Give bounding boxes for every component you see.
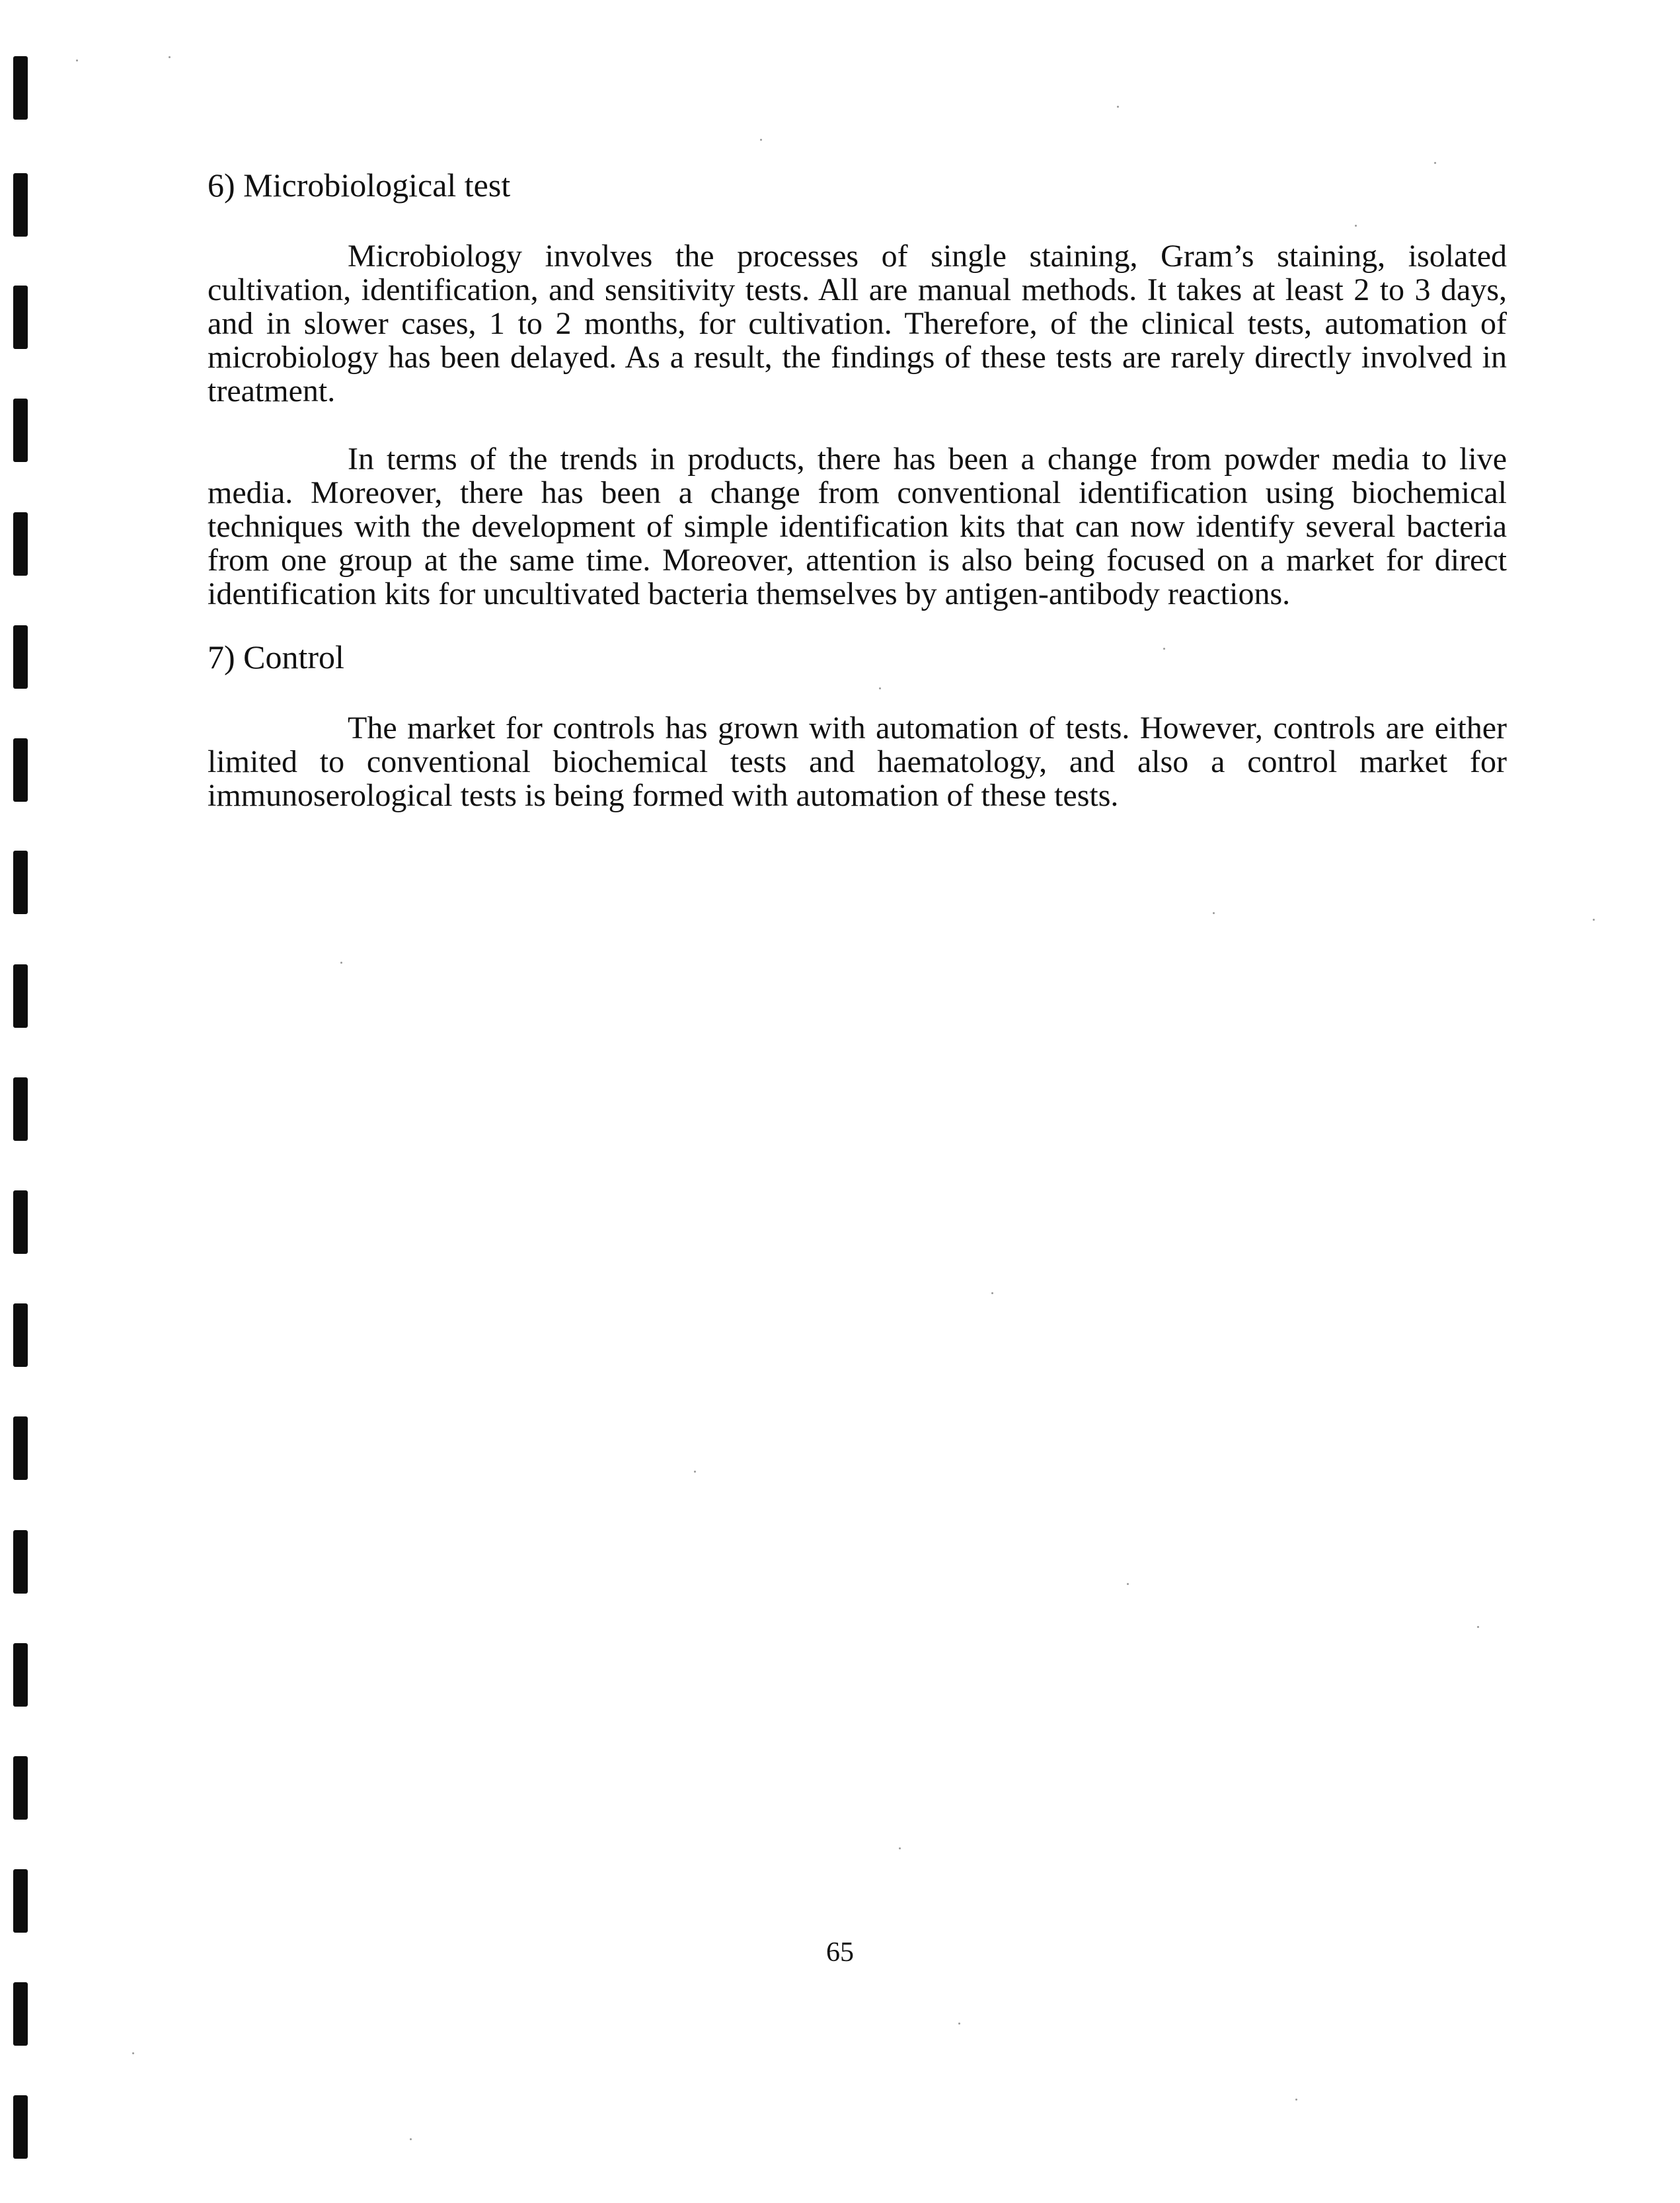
- section-heading-microbiological-test: 6) Microbiological test: [208, 167, 511, 204]
- scan-speck: [76, 59, 78, 61]
- binding-mark: [13, 1190, 28, 1254]
- scan-speck: [694, 1471, 696, 1473]
- scan-speck: [1355, 225, 1357, 227]
- scan-speck: [1127, 1583, 1129, 1585]
- page-content: [208, 165, 1507, 812]
- page-number: 65: [826, 1937, 854, 1968]
- scan-speck: [340, 962, 342, 964]
- binding-mark: [13, 738, 28, 802]
- binding-mark: [13, 1756, 28, 1820]
- scan-speck: [760, 139, 762, 141]
- scan-speck: [1593, 919, 1595, 921]
- scan-speck: [1477, 1626, 1479, 1628]
- binding-mark: [13, 56, 28, 120]
- binding-mark: [13, 173, 28, 237]
- binding-mark: [13, 1643, 28, 1707]
- scan-speck: [991, 1292, 993, 1294]
- scan-speck: [132, 2052, 134, 2054]
- paragraph-microbiology-processes: Microbiology involves the processes of single staining, Gram’s staining, isolated cultivation, identification, and sensitivity tests. All are manual methods. It takes at least 2 to 3 days, and in slower cases, 1 to 2 months, for cultivation. Therefore, of the clinical tests, automation of microbiology has been delayed. As a result, the findings of these tests are rarely directly involved in treatment.: [208, 239, 1507, 408]
- binding-mark: [13, 625, 28, 689]
- binding-mark: [13, 399, 28, 462]
- binding-mark: [13, 2095, 28, 2159]
- binding-holes-strip: [0, 0, 40, 2203]
- scan-speck: [1163, 648, 1165, 650]
- binding-mark: [13, 1530, 28, 1594]
- binding-mark: [13, 1077, 28, 1141]
- scan-speck: [1117, 106, 1119, 108]
- scan-speck: [1295, 2099, 1297, 2101]
- scan-speck: [169, 56, 171, 58]
- binding-mark: [13, 1303, 28, 1367]
- binding-mark: [13, 286, 28, 349]
- scan-speck: [1434, 162, 1436, 164]
- binding-mark: [13, 964, 28, 1028]
- binding-mark: [13, 851, 28, 914]
- scan-speck: [958, 2023, 960, 2025]
- scan-speck: [879, 687, 881, 689]
- scan-speck: [1213, 912, 1215, 914]
- scan-speck: [899, 1847, 901, 1849]
- paragraph-product-trends: In terms of the trends in products, there has been a change from powder media to live media. Moreover, there has been a change from conventional identification using biochemical techniques with the development of simple identification kits that can now identify several bacteria from one group at the same time. Moreover, attention is also being focused on a market for direct identification kits for uncultivated bacteria themselves by antigen-antibody reactions.: [208, 442, 1507, 611]
- section-heading-control: 7) Control: [208, 638, 344, 676]
- header-smudge: [638, 0, 995, 19]
- binding-mark: [13, 1982, 28, 2046]
- paragraph-control-market: The market for controls has grown with automation of tests. However, controls are either limited to conventional biochemical tests and haematology, and also a control market for immunoserological tests is being formed with automation of these tests.: [208, 711, 1507, 813]
- binding-mark: [13, 512, 28, 576]
- scan-speck: [410, 2138, 412, 2140]
- binding-mark: [13, 1416, 28, 1480]
- binding-mark: [13, 1869, 28, 1933]
